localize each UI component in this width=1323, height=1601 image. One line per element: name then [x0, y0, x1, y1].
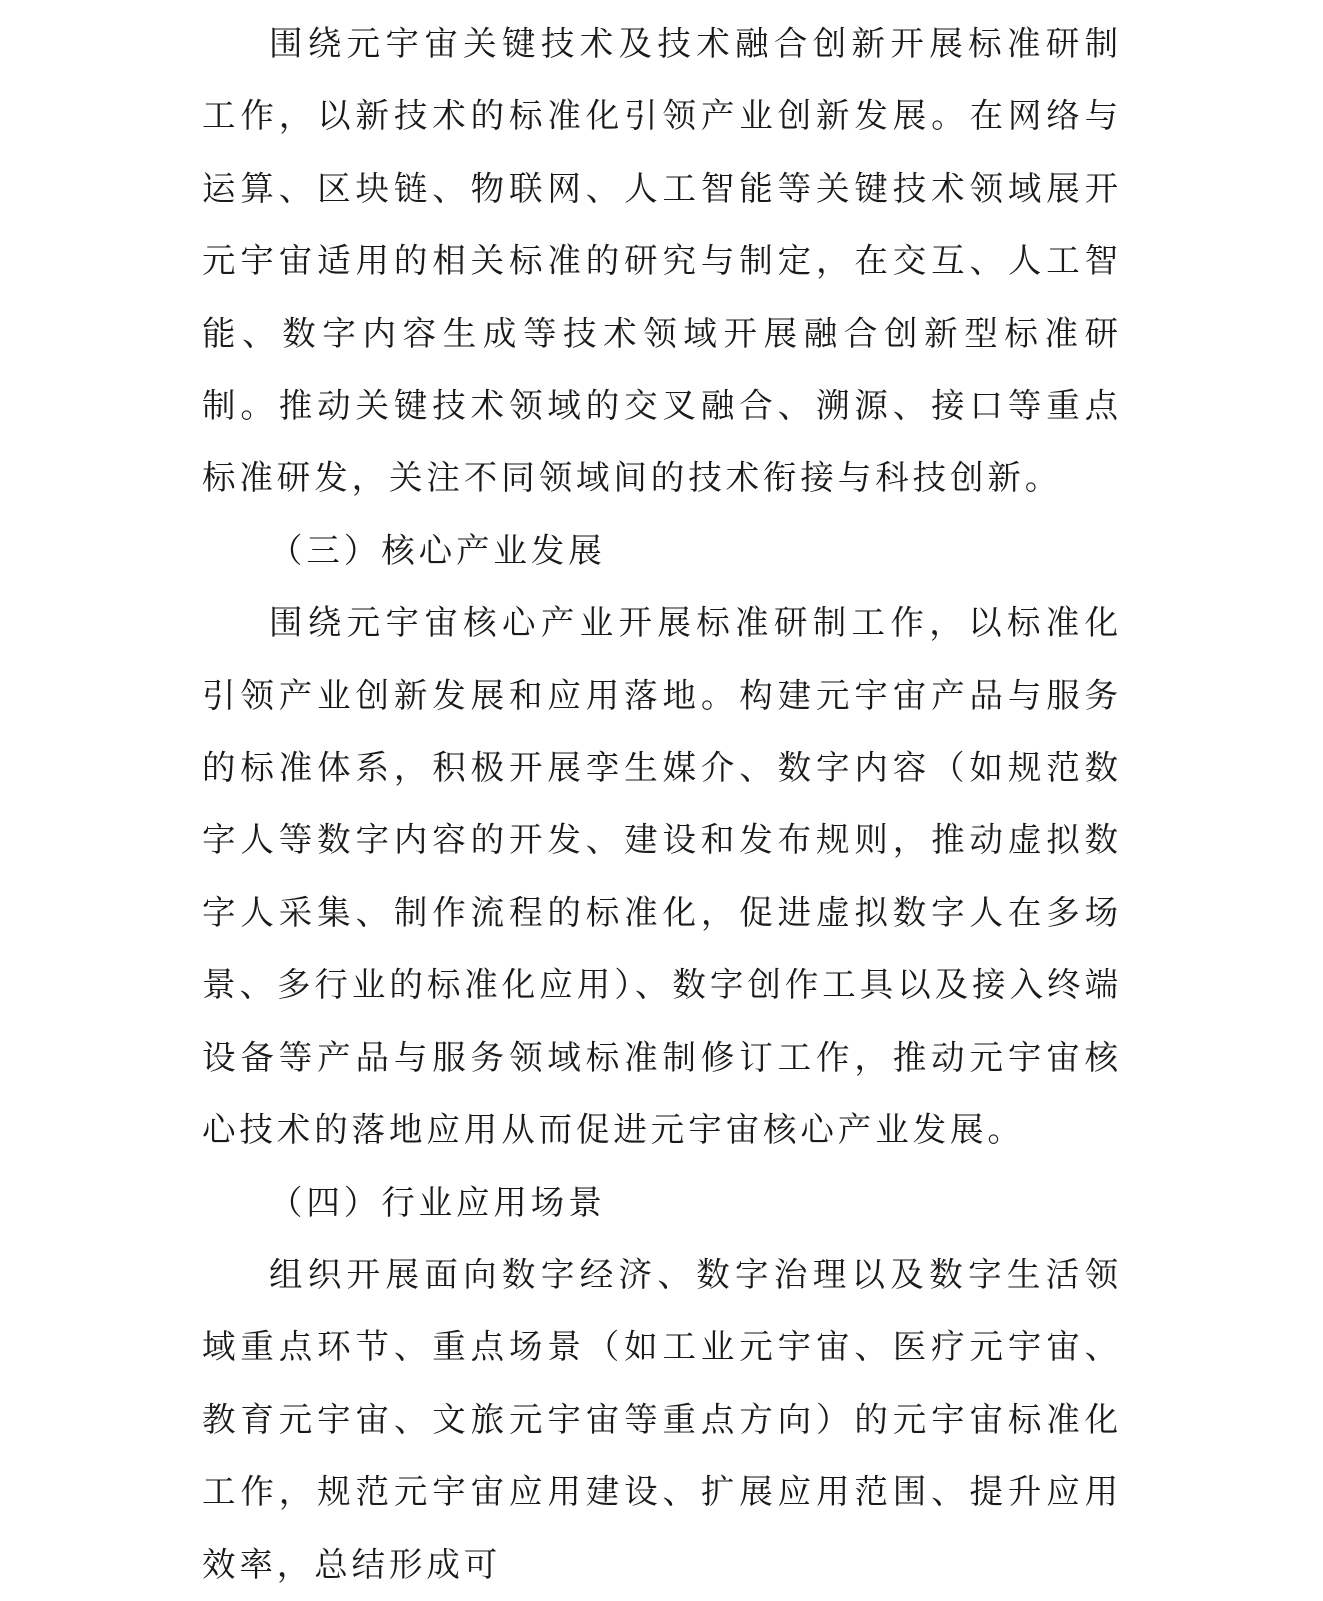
section-heading-industry-application: （四）行业应用场景 [269, 1182, 606, 1222]
paragraph-industry-application: 组织开展面向数字经济、数字治理以及数字生活领域重点环节、重点场景（如工业元宇宙、医疗元宇宙、教育元宇宙、文旅元宇宙等重点方向）的元宇宙标准化工作，规范元宇宙应用建设、扩展应用范围、提升应用效率，总结形成可 [202, 1254, 1122, 1584]
document-page [202, 8, 1122, 1601]
section-heading-core-industry: （三）核心产业发展 [269, 530, 606, 570]
paragraph-key-technologies: 围绕元宇宙关键技术及技术融合创新开展标准研制工作，以新技术的标准化引领产业创新发展。在网络与运算、区块链、物联网、人工智能等关键技术领域展开元宇宙适用的相关标准的研究与制定，在交互、人工智能、数字内容生成等技术领域开展融合创新型标准研制。推动关键技术领域的交叉融合、溯源、接口等重点标准研发，关注不同领域间的技术衔接与科技创新。 [202, 24, 1122, 498]
paragraph-core-industry: 围绕元宇宙核心产业开展标准研制工作，以标准化引领产业创新发展和应用落地。构建元宇宙产品与服务的标准体系，积极开展孪生媒介、数字内容（如规范数字人等数字内容的开发、建设和发布规则，推动虚拟数字人采集、制作流程的标准化，促进虚拟数字人在多场景、多行业的标准化应用）、数字创作工具以及接入终端设备等产品与服务领域标准制修订工作，推动元宇宙核心技术的落地应用从而促进元宇宙核心产业发展。 [202, 603, 1122, 1150]
